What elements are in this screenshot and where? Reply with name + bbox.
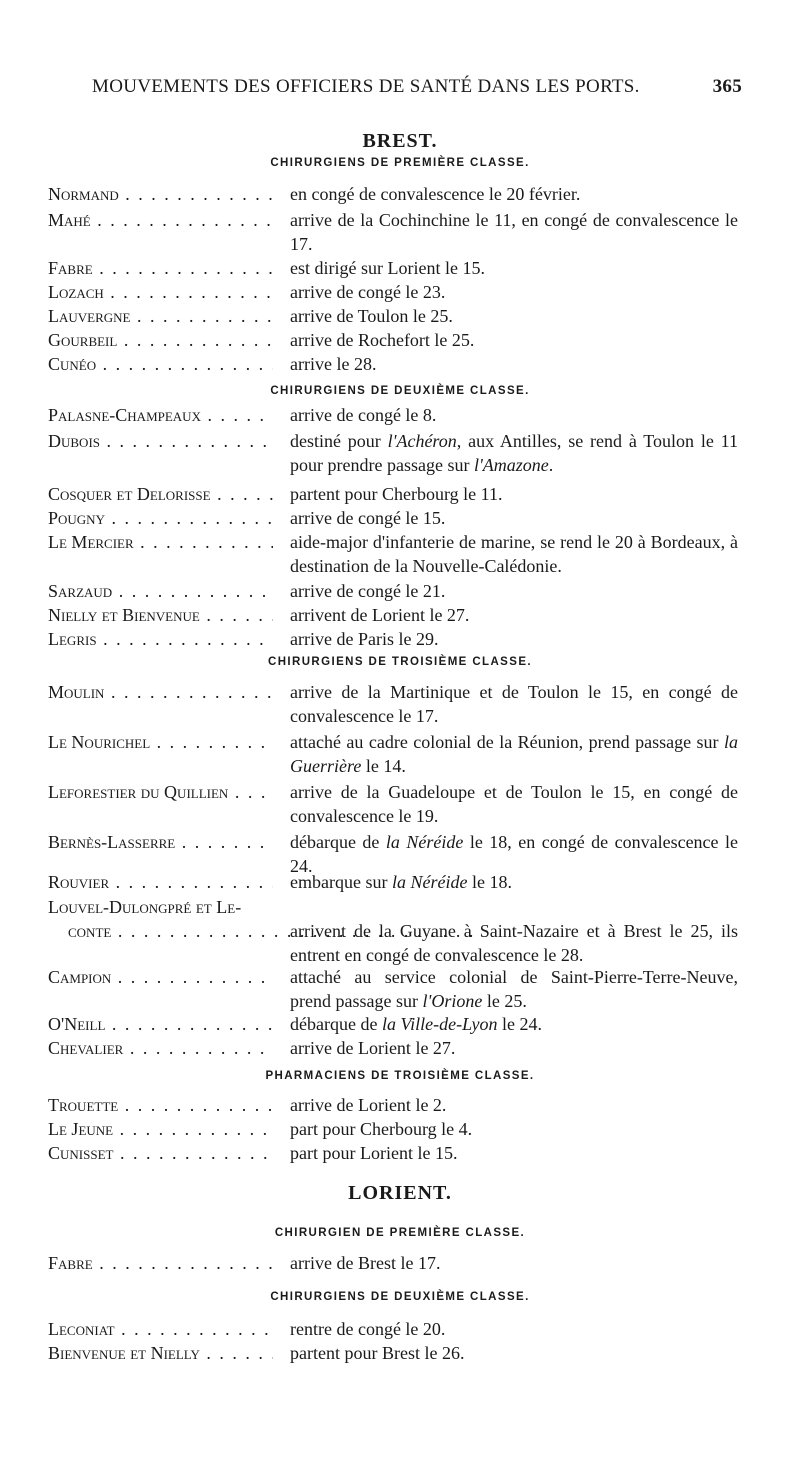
officer-name: [48, 429, 273, 453]
text-run: arrive de congé le 8.: [290, 405, 437, 425]
text-run: partent pour Brest le 26.: [290, 1343, 465, 1363]
text-run: le 24.: [497, 1014, 543, 1034]
text-run: part pour Cherbourg le 4.: [290, 1119, 473, 1139]
movement-text: [290, 304, 738, 328]
ship-name: la Ville-de-Lyon: [381, 1014, 498, 1034]
officer-name-text: Gourbeil . . .: [48, 330, 273, 350]
officer-name: [48, 1141, 273, 1165]
officer-name-text: Bienvenue et Nielly . . .: [48, 1343, 273, 1363]
text-run: arrive de Brest le 17.: [290, 1253, 441, 1273]
officer-name-text: Nielly et Bienvenue . . .: [48, 605, 273, 625]
officer-name-text: Fabre . . .: [48, 258, 273, 278]
officer-name: [48, 603, 273, 627]
officer-name: [48, 965, 273, 989]
ship-name: la Guerrière: [290, 732, 738, 776]
text-run: arrive de Lorient le 27.: [290, 1038, 456, 1058]
ship-name: l'Amazone: [473, 455, 549, 475]
rank-heading: CHIRURGIENS DE DEUXIÈME CLASSE.: [270, 385, 530, 397]
ship-name: l'Achéron: [387, 431, 457, 451]
text-run: rentre de congé le 20.: [290, 1319, 446, 1339]
officer-name-text: Bernès-Lasserre . . .: [48, 832, 273, 852]
text-run: embarque sur: [290, 872, 392, 892]
movement-text: [290, 1251, 738, 1275]
text-run: attaché au cadre colonial de la Réunion, prend passage sur: [290, 732, 724, 752]
text-run: arrive de la Martinique et de Toulon le 15, en congé de convalescence le 17.: [290, 682, 738, 726]
text-run: arrive de Paris le 29.: [290, 629, 439, 649]
rank-heading: CHIRURGIEN DE PREMIÈRE CLASSE.: [274, 1227, 526, 1239]
text-run: le 18.: [467, 872, 512, 892]
movement-text: [290, 780, 738, 828]
text-run: , aux Antilles, se rend à Toulon le 11 pour prendre passage sur: [290, 431, 738, 475]
movement-text: [290, 530, 738, 578]
officer-name-text: Fabre . . .: [48, 1253, 273, 1273]
officer-name: [48, 1317, 273, 1341]
movement-text: [290, 1012, 738, 1036]
rank-heading: PHARMACIENS DE TROISIÈME CLASSE.: [265, 1070, 535, 1082]
text-run: arrivent de Lorient le 27.: [290, 605, 470, 625]
text-run: arrive le 28.: [290, 354, 377, 374]
officer-name: [48, 579, 273, 603]
text-run: arrive de Lorient le 2.: [290, 1095, 447, 1115]
movement-text: [290, 403, 738, 427]
officer-name: [48, 1036, 273, 1060]
officer-name-text: Trouette . . .: [48, 1095, 273, 1115]
text-run: débarque de: [290, 832, 386, 852]
movement-text: [290, 919, 738, 967]
movement-text: [290, 1341, 738, 1365]
text-run: débarque de: [290, 1014, 382, 1034]
ship-name: la Néréide: [391, 872, 468, 892]
text-run: est dirigé sur Lorient le 15.: [290, 258, 485, 278]
text-run: arrivent de la Guyane à Saint-Nazaire et à Brest le 25, ils entrent en congé de convalescence le 28.: [290, 921, 738, 965]
officer-name-text: Mahé . . .: [48, 210, 273, 230]
movement-text: [290, 627, 738, 651]
officer-name: [48, 895, 273, 943]
movement-text: [290, 1117, 738, 1141]
movement-text: [290, 730, 738, 778]
officer-name-text: Chevalier . . .: [48, 1038, 273, 1058]
officer-name: [48, 182, 273, 206]
officer-name-text: Campion . . .: [48, 967, 273, 987]
officer-name: [48, 1117, 273, 1141]
officer-name: [48, 780, 273, 804]
rank-heading: CHIRURGIENS DE DEUXIÈME CLASSE.: [270, 1291, 530, 1303]
text-run: arrive de congé le 15.: [290, 508, 446, 528]
text-run: arrive de Toulon le 25.: [290, 306, 453, 326]
running-title: MOUVEMENTS DES OFFICIERS DE SANTÉ DANS LES PORTS.: [92, 76, 640, 97]
officer-name-text: Dubois . . .: [48, 431, 273, 451]
movement-text: [290, 280, 738, 304]
movement-text: [290, 965, 738, 1013]
movement-text: [290, 256, 738, 280]
officer-name-text: Normand . . .: [48, 184, 273, 204]
officer-name: [48, 328, 273, 352]
movement-text: [290, 870, 738, 894]
text-run: destiné pour: [290, 431, 388, 451]
rank-heading: CHIRURGIENS DE TROISIÈME CLASSE.: [268, 656, 532, 668]
officer-name-text: Cosquer et Delorisse . . .: [48, 484, 273, 504]
officer-name-text: Lozach . . .: [48, 282, 273, 302]
officer-name-text: Sarzaud . . .: [48, 581, 273, 601]
officer-name-text: Pougny . . .: [48, 508, 273, 528]
officer-name: [48, 680, 273, 704]
officer-name: [48, 352, 273, 376]
movement-text: [290, 1317, 738, 1341]
ship-name: la Néréide: [385, 832, 464, 852]
text-run: le 18, en congé de convalescence le 24.: [290, 832, 738, 876]
officer-name: [48, 208, 273, 232]
officer-name-text: Legris . . .: [48, 629, 273, 649]
text-run: arrive de Rochefort le 25.: [290, 330, 475, 350]
movement-text: [290, 352, 738, 376]
text-run: le 14.: [361, 756, 406, 776]
officer-name: [48, 730, 273, 754]
officer-name: [48, 1012, 273, 1036]
text-run: arrive de congé le 21.: [290, 581, 446, 601]
text-run: arrive de congé le 23.: [290, 282, 446, 302]
officer-name-text: Leconiat . . .: [48, 1319, 273, 1339]
officer-name: [48, 482, 273, 506]
movement-text: [290, 680, 738, 728]
city-heading: LORIENT.: [348, 1182, 452, 1204]
officer-name: [48, 830, 273, 854]
officer-name: [48, 256, 273, 280]
ship-name: l'Orione: [422, 991, 483, 1011]
text-run: en congé de convalescence le 20 février.: [290, 184, 581, 204]
officer-name-text: Cunéo . . .: [48, 354, 273, 374]
movement-text: [290, 328, 738, 352]
rank-heading: CHIRURGIENS DE PREMIÈRE CLASSE.: [270, 157, 530, 169]
officer-name: [48, 403, 273, 427]
movement-text: [290, 208, 738, 256]
text-run: attaché au service colonial de Saint-Pierre-Terre-Neuve, prend passage sur: [290, 967, 738, 1011]
officer-name: [48, 304, 273, 328]
officer-name-text: Le Mercier . . .: [48, 532, 273, 552]
officer-name-text: Lauvergne . . .: [48, 306, 273, 326]
officer-name: [48, 1341, 273, 1365]
officer-name: [48, 530, 273, 554]
officer-name-text: Moulin . . .: [48, 682, 273, 702]
officer-name-text: Le Jeune . . .: [48, 1119, 273, 1139]
page-number: 365: [712, 76, 742, 97]
officer-name-text: Leforestier du Quillien . . .: [48, 782, 273, 802]
officer-name: [48, 1251, 273, 1275]
city-heading: BREST.: [362, 130, 438, 152]
movement-text: [290, 182, 738, 206]
movement-text: [290, 1141, 738, 1165]
officer-name: [48, 506, 273, 530]
officer-name-text: Le Nourichel . . .: [48, 732, 273, 752]
officer-name-text: O'Neill . . .: [48, 1014, 273, 1034]
text-run: arrive de la Guadeloupe et de Toulon le 15, en congé de convalescence le 19.: [290, 782, 738, 826]
officer-name: [48, 870, 273, 894]
movement-text: [290, 1036, 738, 1060]
officer-name-text: Cunisset . . .: [48, 1143, 273, 1163]
movement-text: [290, 1093, 738, 1117]
officer-name: [48, 280, 273, 304]
movement-text: [290, 429, 738, 477]
movement-text: [290, 603, 738, 627]
officer-name-text: Rouvier . . .: [48, 872, 273, 892]
text-run: .: [548, 455, 554, 475]
text-run: partent pour Cherbourg le 11.: [290, 484, 503, 504]
text-run: part pour Lorient le 15.: [290, 1143, 458, 1163]
movement-text: [290, 506, 738, 530]
officer-name: [48, 1093, 273, 1117]
officer-name-line: conte . . .: [48, 921, 475, 941]
text-run: aide-major d'infanterie de marine, se rend le 20 à Bordeaux, à destination de la Nouvelle-Calédonie.: [290, 532, 738, 576]
officer-name-line: Louvel-Dulongpré et Le-: [48, 897, 242, 917]
movement-text: [290, 579, 738, 603]
movement-text: [290, 482, 738, 506]
officer-name: [48, 627, 273, 651]
text-run: le 25.: [482, 991, 527, 1011]
officer-name-text: Palasne-Champeaux . . .: [48, 405, 273, 425]
text-run: arrive de la Cochinchine le 11, en congé de convalescence le 17.: [290, 210, 738, 254]
